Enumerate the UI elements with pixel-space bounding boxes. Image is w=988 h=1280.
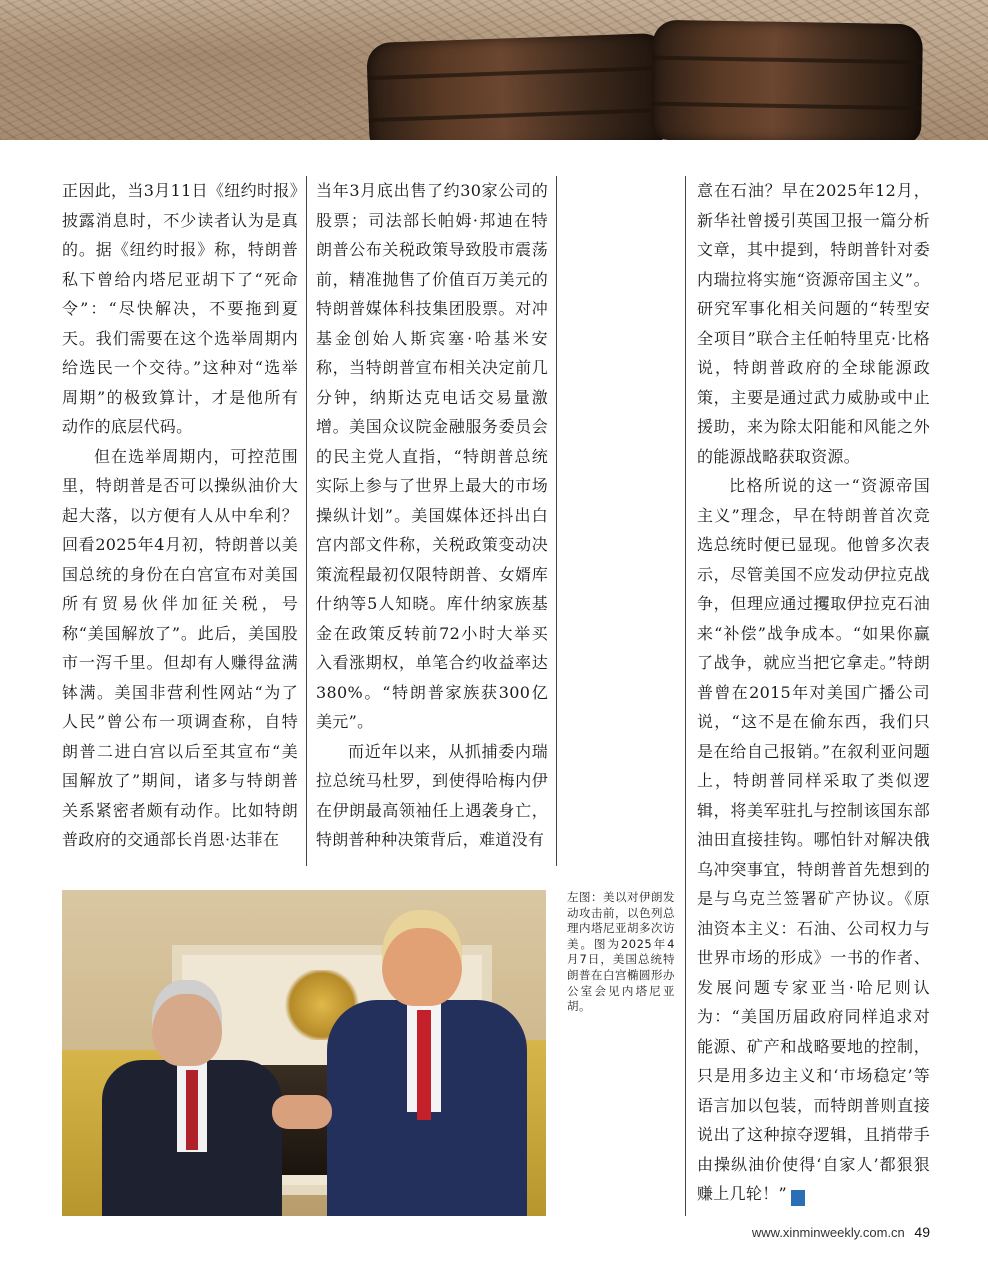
article-photo-handshake bbox=[62, 890, 546, 1216]
article-column-1 bbox=[62, 176, 298, 855]
photo-person-left bbox=[92, 980, 292, 1216]
article-column-3 bbox=[697, 176, 930, 1209]
oil-barrel-left bbox=[366, 33, 670, 140]
paragraph: 而近年以来，从抓捕委内瑞拉总统马杜罗，到使得哈梅内伊在伊朗最高领袖任上遇袭身亡，特朗普种种决策背后，难道没有 bbox=[316, 741, 548, 849]
paragraph: 当年3月底出售了约30家公司的股票；司法部长帕姆·邦迪在特朗普公布关税政策导致股市震荡前，精准抛售了价值百万美元的特朗普媒体科技集团股票。对冲基金创始人斯宾塞·哈基米安称，当特朗普宣布相关决定前几分钟，纳斯达克电话交易量激增。美国众议院金融服务委员会的民主党人直指，“特朗普总统实际上参与了世界上最大的市场操纵计划”。美国媒体还抖出白宫内部文件称，关税政策变动决策流程最初仅限特朗普、女婿库什纳等5人知晓。库什纳家族基金在政策反转前72小时大举买入看涨期权，单笔合约收益率达380%。“特朗普家族获300亿美元”。 bbox=[316, 181, 548, 731]
page-footer bbox=[752, 1224, 930, 1240]
column-divider-2 bbox=[556, 176, 557, 866]
column-divider-1 bbox=[306, 176, 307, 866]
page-number: 49 bbox=[914, 1224, 930, 1240]
header-photo-oil-barrels bbox=[0, 0, 988, 140]
paragraph bbox=[697, 471, 930, 1209]
photo-person-right bbox=[312, 910, 532, 1216]
oil-barrel-right bbox=[651, 20, 923, 140]
footer-url: www.xinminweekly.com.cn bbox=[751, 1225, 905, 1240]
paragraph-text: 比格所说的这一“资源帝国主义”理念，早在特朗普首次竞选总统时便已显现。他曾多次表示，尽管美国不应发动伊拉克战争，但理应通过攫取伊拉克石油来“补偿”战争成本。“如果你赢了战争，就应当把它拿走。”特朗普曾在2015年对美国广播公司说，“这不是在偷东西，我们只是在给自己报销。”在叙利亚问题上，特朗普同样采取了类似逻辑，将美军驻扎与控制该国东部油田直接挂钩。哪怕针对解决俄乌冲突事宜，特朗普首先想到的是与乌克兰签署矿产协议。《原油资本主义：石油、公司权力与世界市场的形成》一书的作者、发展问题专家亚当·哈尼则认为：“美国历届政府同样追求对能源、矿产和战略要地的控制，只是用多边主义和‘市场稳定’等语言加以包装，而特朗普则直接说出了这种掠夺逻辑，且捎带手由操纵油价使得‘自家人’都狠狠赚上几轮！” bbox=[697, 476, 930, 1203]
paragraph: 但在选举周期内，可控范围里，特朗普是否可以操纵油价大起大落，以方便有人从中牟利？回看2025年4月初，特朗普以美国总统的身份在白宫宣布对美国所有贸易伙伴加征关税，号称“美国解放了”。此后，美国股市一泻千里。但却有人赚得盆满钵满。美国非营利性网站“为了人民”曾公布一项调查称，自特朗普二进白宫以后至其宣布“美国解放了”期间，诸多与特朗普关系紧密者颇有动作。比如特朗普政府的交通部长肖恩·达菲在 bbox=[62, 446, 298, 849]
column-divider-3 bbox=[685, 176, 686, 1216]
end-mark-icon: 民 bbox=[791, 1190, 805, 1206]
paragraph: 意在石油？早在2025年12月，新华社曾援引英国卫报一篇分析文章，其中提到，特朗普针对委内瑞拉将实施“资源帝国主义”。研究军事化相关问题的“转型安全项目”联合主任帕特里克·比格说，特朗普政府的全球能源政策，主要是通过武力威胁或中止援助，来为除太阳能和风能之外的能源战略获取资源。 bbox=[697, 181, 930, 466]
paragraph: 正因此，当3月11日《纽约时报》披露消息时，不少读者认为是真的。据《纽约时报》称，特朗普私下曾给内塔尼亚胡下了“死命令”：“尽快解决，不要拖到夏天。我们需要在这个选举周期内给选民一个交待。”这种对“选举周期”的极致算计，才是他所有动作的底层代码。 bbox=[62, 181, 298, 436]
photo-handshake bbox=[272, 1095, 332, 1129]
article-column-2 bbox=[316, 176, 548, 855]
photo-caption: 左图：美以对伊朗发动攻击前，以色列总理内塔尼亚胡多次访美。图为2025年4月7日，美国总统特朗普在白宫椭圆形办公室会见内塔尼亚胡。 bbox=[567, 890, 675, 1014]
